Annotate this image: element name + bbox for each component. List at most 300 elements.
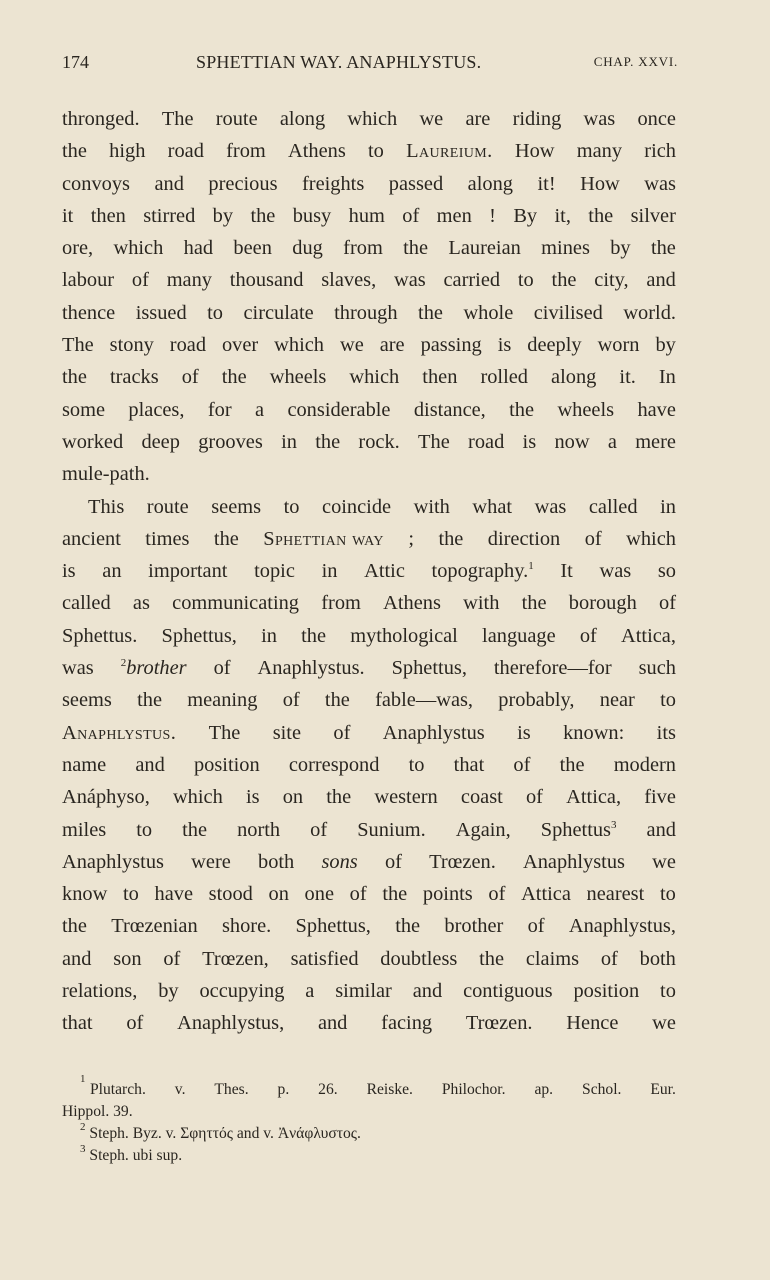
word: it. [619, 366, 636, 389]
word: brother [444, 915, 504, 938]
word: of [527, 915, 545, 938]
word: by [158, 980, 179, 1003]
word: of [181, 366, 199, 389]
word: stood [208, 883, 253, 906]
word: and [646, 269, 676, 292]
word: Reiske. [366, 1081, 413, 1098]
footnote-ref: 1 [528, 560, 534, 573]
footnote-number: 3 [80, 1143, 86, 1155]
word: thence [62, 301, 116, 324]
word: correspond [288, 753, 380, 776]
word: passed [388, 172, 444, 195]
word: wheels [269, 366, 327, 389]
word: which [626, 527, 676, 550]
word: mythological [350, 624, 458, 647]
word: of [282, 689, 300, 712]
word: the [62, 915, 87, 938]
word: was [62, 657, 94, 680]
text-line [62, 491, 676, 523]
word: its [656, 721, 676, 744]
word: stirred [143, 204, 196, 227]
word: from [343, 237, 383, 260]
word: which [113, 237, 164, 260]
word: were [191, 850, 231, 873]
word: from [321, 592, 361, 615]
word: by [610, 237, 631, 260]
word: now [554, 430, 590, 453]
word: to [136, 818, 153, 841]
word: Athens [288, 140, 346, 163]
word: of [333, 721, 351, 744]
italic-word: brother [126, 657, 187, 680]
text-line [62, 394, 676, 426]
word: Anáphyso, [62, 786, 150, 809]
text-line [62, 555, 676, 587]
word: Athens [383, 592, 441, 615]
word: relations, [62, 980, 138, 1003]
word: occupying [199, 980, 285, 1003]
running-header [62, 52, 678, 78]
footnote-ref: 3 [611, 818, 617, 831]
word: Sphettus, [391, 657, 467, 680]
word: that [453, 753, 485, 776]
line-text: mule-path. [62, 463, 150, 486]
word: is [517, 721, 531, 744]
word: of [402, 204, 420, 227]
word: the [509, 398, 535, 421]
word: of [126, 1012, 144, 1035]
word: a [305, 980, 315, 1003]
word: to [207, 301, 224, 324]
word: borough [568, 592, 637, 615]
word: seems [211, 495, 262, 518]
word: the [182, 818, 208, 841]
word: western [374, 786, 438, 809]
word: the [521, 592, 547, 615]
word: Attica, [566, 786, 622, 809]
word: as [132, 592, 150, 615]
word: and [62, 947, 92, 970]
word: the [403, 237, 429, 260]
small-caps-place: Laureium. [406, 140, 493, 163]
word: the [315, 430, 341, 453]
word: coast [460, 786, 503, 809]
word: the [650, 237, 676, 260]
word: distance, [413, 398, 486, 421]
text-line [62, 781, 676, 813]
word: so [657, 560, 676, 583]
word: Anaphlystus [62, 850, 164, 873]
word: to [368, 140, 384, 163]
word: convoys [62, 172, 130, 195]
word: called [588, 495, 638, 518]
italic-word: sons [321, 850, 358, 873]
word: dug [292, 237, 323, 260]
word: civilised [533, 301, 603, 324]
word: many [166, 269, 212, 292]
word: of [600, 947, 618, 970]
word: 26. [318, 1081, 338, 1098]
word: we [652, 850, 676, 873]
word: near [599, 689, 635, 712]
word: similar [335, 980, 392, 1003]
word: Trœzen. [465, 1012, 533, 1035]
word: The [62, 334, 94, 357]
word: we [419, 108, 444, 130]
word: Sphettus. [62, 624, 138, 647]
footnote-ref: 2 [120, 657, 127, 670]
word: which [172, 786, 223, 809]
word: of [584, 527, 602, 550]
word: points [422, 883, 473, 906]
text-line [62, 620, 676, 652]
text-line [62, 200, 676, 232]
word: How [514, 140, 555, 163]
word: of [513, 753, 531, 776]
word: How [580, 172, 620, 195]
word: Trœzen. [429, 850, 496, 873]
word: ! [489, 204, 496, 227]
word: of [659, 592, 676, 615]
word: Eur. [650, 1081, 676, 1098]
word: in [281, 430, 297, 453]
word: it, [554, 204, 571, 227]
text-line [62, 232, 676, 264]
word: Hence [566, 1012, 619, 1035]
word: seems [62, 689, 112, 712]
word: and [154, 172, 184, 195]
word: of [384, 850, 402, 873]
word: was [583, 108, 616, 130]
word: been [233, 237, 272, 260]
word: carried [443, 269, 501, 292]
small-caps-place: Sphettian way [263, 527, 384, 550]
word: and [317, 1012, 348, 1035]
word: coincide [322, 495, 392, 518]
word: world. [623, 301, 676, 324]
footnotes [62, 1073, 676, 1167]
word: in [261, 624, 277, 647]
word: Laureian [448, 237, 521, 260]
word: the [324, 689, 350, 712]
word: claims [525, 947, 580, 970]
word: is [522, 430, 537, 453]
text-line [62, 878, 676, 910]
word: Thes. [214, 1081, 249, 1098]
word: wheels [557, 398, 615, 421]
word: to [283, 495, 300, 518]
text-line [62, 458, 676, 490]
word: with [413, 495, 450, 518]
word: the [559, 753, 585, 776]
word: considerable [287, 398, 391, 421]
word: some [62, 398, 106, 421]
word: once [637, 108, 676, 130]
word: freights [302, 172, 365, 195]
word: along [551, 366, 597, 389]
word: of [310, 818, 328, 841]
chapter-label: CHAP. XXVI. [593, 54, 678, 69]
word: Anaphlystus, [177, 1012, 285, 1035]
word: ap. [534, 1081, 554, 1098]
word: of [525, 786, 543, 809]
word: the [382, 883, 408, 906]
word: to [408, 753, 425, 776]
word: of [131, 269, 149, 292]
word: it [62, 204, 74, 227]
text-line [62, 523, 676, 555]
word: by [655, 334, 676, 357]
word: on [268, 883, 289, 906]
word: topic [254, 560, 295, 583]
word: to [122, 883, 139, 906]
word: rolled [480, 366, 528, 389]
word: five [644, 786, 676, 809]
footnote-3: $^3$ Steph. ubi sup. [80, 1143, 183, 1164]
word: was [599, 560, 632, 583]
word: then [422, 366, 458, 389]
word: Attic [364, 560, 405, 583]
text-line [62, 587, 676, 619]
text-line [62, 943, 676, 975]
word: fable—was, [375, 689, 474, 712]
word: the [395, 915, 421, 938]
word: was [393, 269, 426, 292]
word: road [167, 140, 204, 163]
word: and [135, 753, 165, 776]
word: the [588, 204, 614, 227]
word: we [652, 1012, 676, 1035]
word: both [258, 850, 295, 873]
word: road [169, 334, 207, 357]
small-caps-place: Anaphlystus. [62, 721, 177, 744]
word: Plutarch. [90, 1081, 146, 1098]
word: whole [463, 301, 514, 324]
word: high [109, 140, 146, 163]
word: Sunium. [357, 818, 426, 841]
word: the [479, 947, 505, 970]
word: over [221, 334, 259, 357]
word: mines [541, 237, 590, 260]
word: stony [109, 334, 154, 357]
word: ; [408, 527, 415, 550]
word: v. [174, 1081, 186, 1098]
text-line [62, 652, 676, 684]
word: the [418, 301, 443, 324]
text-line [62, 975, 676, 1007]
text-line [62, 329, 676, 361]
word: tracks [109, 366, 159, 389]
word: rich [644, 140, 676, 163]
word: have [154, 883, 193, 906]
word: along [279, 108, 326, 130]
word: one [304, 883, 334, 906]
word: ancient [62, 527, 121, 550]
word: the [213, 527, 239, 550]
word: site [272, 721, 302, 744]
word: Trœzen, [202, 947, 269, 970]
word: was [644, 172, 676, 195]
word-run [80, 1079, 676, 1101]
word: Anaphlystus [382, 721, 485, 744]
word: of [488, 883, 506, 906]
word: nearest [586, 883, 645, 906]
word: know [62, 883, 108, 906]
word: to [659, 883, 676, 906]
word: In [658, 366, 676, 389]
word: such [638, 657, 676, 680]
word: both [639, 947, 676, 970]
word: of [579, 624, 597, 647]
word: the [301, 624, 327, 647]
word: worn [597, 334, 640, 357]
word: route [215, 108, 258, 130]
text-line [62, 814, 676, 846]
word: modern [613, 753, 676, 776]
word: north [237, 818, 281, 841]
word: the [62, 366, 87, 389]
text-line [62, 103, 676, 135]
word: mere [635, 430, 676, 453]
word-with-note [121, 652, 187, 684]
text-line [62, 1007, 676, 1039]
word: position [193, 753, 260, 776]
word: is [497, 334, 512, 357]
word: passing [420, 334, 482, 357]
word: to [660, 689, 676, 712]
word: times [145, 527, 190, 550]
word: labour [62, 269, 115, 292]
word: worked [62, 430, 124, 453]
text-line [62, 717, 676, 749]
word: p. [277, 1081, 290, 1098]
word: city, [594, 269, 629, 292]
text-line [62, 426, 676, 458]
word: The [418, 430, 450, 453]
word: Schol. [582, 1081, 622, 1098]
text-line [62, 846, 676, 878]
word: road [468, 430, 505, 453]
word: that [62, 1012, 93, 1035]
footnote-1: 1 Plutarch. v. Thes. p. 26. Reiske. Philochor. ap. Schol. Eur. [62, 1079, 676, 1101]
word: thronged. [62, 108, 140, 130]
running-title: SPHETTIAN WAY. ANAPHLYSTUS. [196, 52, 482, 72]
word: miles [62, 818, 107, 841]
word: Attica, [621, 624, 676, 647]
word: for [207, 398, 232, 421]
word: position [573, 980, 640, 1003]
text-line [62, 264, 676, 296]
word: Sphettus, [161, 624, 237, 647]
word: the [62, 140, 87, 163]
word: known: [563, 721, 625, 744]
word: the [250, 204, 276, 227]
word: a [607, 430, 617, 453]
body-text [62, 103, 676, 1040]
word: of [163, 947, 181, 970]
footnote-1-continued: Hippol. 39. [62, 1103, 133, 1120]
word: route [146, 495, 189, 518]
word: an [102, 560, 122, 583]
word: direction [487, 527, 561, 550]
word: therefore—for [493, 657, 612, 680]
word: Sphettus, [295, 915, 371, 938]
word: a [255, 398, 265, 421]
word: probably, [498, 689, 575, 712]
word: contiguous [463, 980, 553, 1003]
word: on [282, 786, 304, 809]
word: precious [208, 172, 278, 195]
word: men [436, 204, 472, 227]
word: the [326, 786, 352, 809]
word: with [463, 592, 500, 615]
word: facing [381, 1012, 433, 1035]
word: the [551, 269, 577, 292]
word: is [62, 560, 76, 583]
word: Anaphlystus [523, 850, 625, 873]
word: thousand [229, 269, 304, 292]
word: and [412, 980, 443, 1003]
word: is [245, 786, 260, 809]
word: in [321, 560, 338, 583]
word: hum [348, 204, 385, 227]
word: grooves [198, 430, 263, 453]
word: By [513, 204, 538, 227]
word: it! [537, 172, 556, 195]
word: then [90, 204, 126, 227]
text-line [62, 135, 676, 167]
word: meaning [187, 689, 258, 712]
text-line [62, 684, 676, 716]
word: shore. [221, 915, 272, 938]
footnote-number: 2 [80, 1121, 86, 1133]
text-line [62, 168, 676, 200]
word: what [472, 495, 513, 518]
word: the [137, 689, 162, 712]
page-number: 174 [62, 52, 89, 72]
text-line [62, 910, 676, 942]
word: rock. [358, 430, 400, 453]
word: by [212, 204, 234, 227]
word: Anaphlystus. [257, 657, 365, 680]
word: language [482, 624, 556, 647]
word: to [660, 980, 676, 1003]
word: which [349, 366, 400, 389]
word: Attica [521, 883, 571, 906]
word: called [62, 592, 111, 615]
word: doubtless [380, 947, 458, 970]
word: which [274, 334, 325, 357]
word: circulate [243, 301, 314, 324]
word: silver [630, 204, 676, 227]
word: issued [135, 301, 187, 324]
text-line [62, 297, 676, 329]
word: which [347, 108, 398, 130]
text-line [62, 361, 676, 393]
text-line [62, 749, 676, 781]
word: The [208, 721, 241, 744]
word: to [517, 269, 534, 292]
word: and [646, 818, 676, 841]
word: had [183, 237, 214, 260]
word: have [637, 398, 676, 421]
word: the [221, 366, 247, 389]
word: The [161, 108, 194, 130]
word: along [467, 172, 513, 195]
word: busy [292, 204, 332, 227]
word: we [339, 334, 364, 357]
word: from [226, 140, 266, 163]
